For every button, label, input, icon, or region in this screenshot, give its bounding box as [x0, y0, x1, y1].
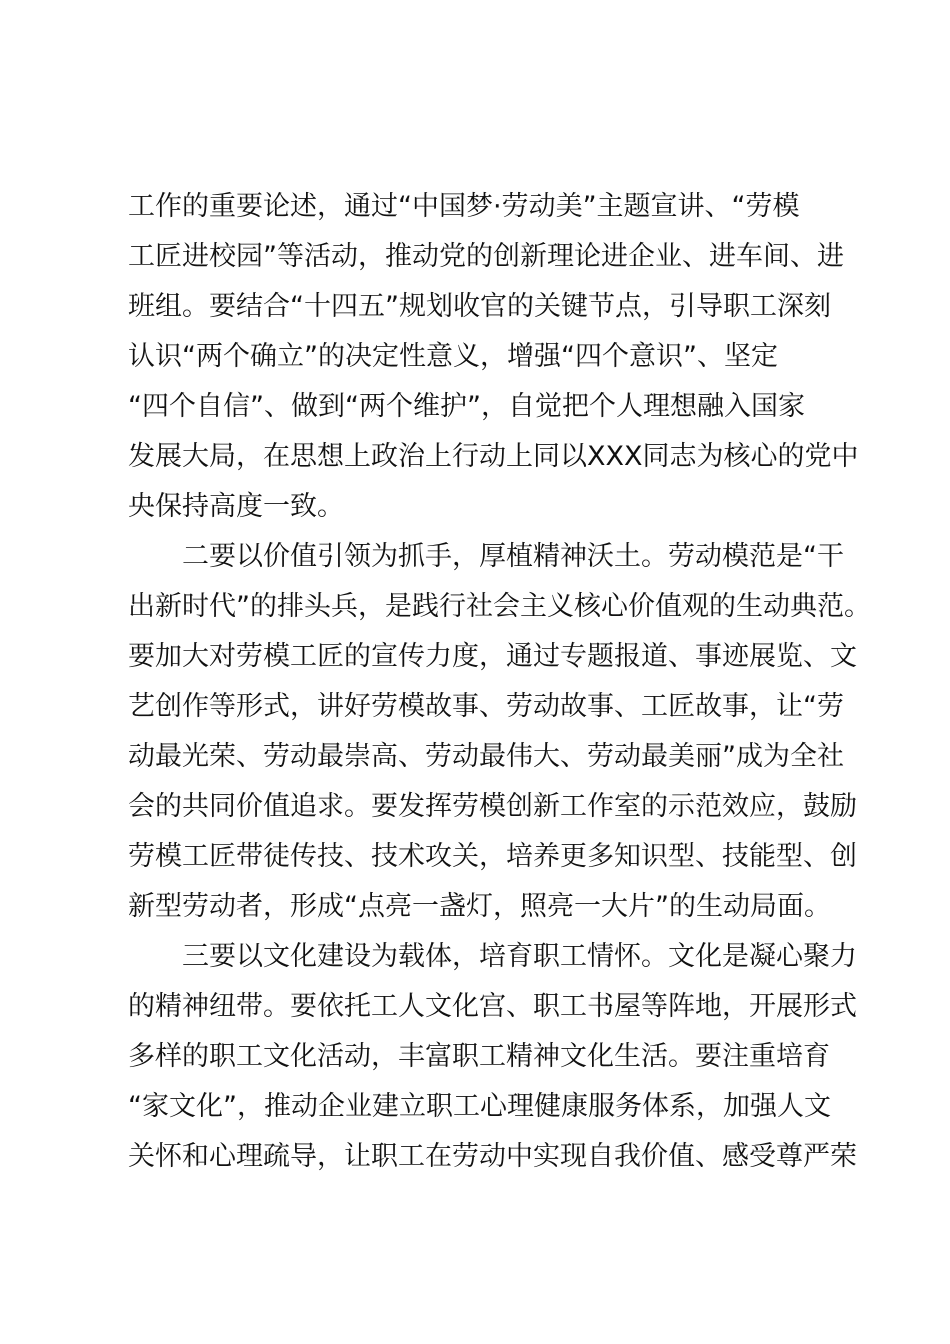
text-line-13: 会的共同价值追求。要发挥劳模创新工作室的示范效应，鼓励: [128, 791, 857, 822]
text-line-2: 工匠进校园”等活动，推动党的创新理论进企业、进车间、进: [128, 241, 844, 272]
text-line-20: 关怀和心理疏导，让职工在劳动中实现自我价值、感受尊严荣: [128, 1141, 857, 1172]
text-line-12: 动最光荣、劳动最崇高、劳动最伟大、劳动最美丽”成为全社: [128, 741, 844, 772]
text-line-15: 新型劳动者，形成“点亮一盏灯，照亮一大片”的生动局面。: [128, 891, 831, 922]
text-line-14: 劳模工匠带徒传技、技术攻关，培养更多知识型、技能型、创: [128, 841, 857, 872]
paragraph-start-line-16: 三要以文化建设为载体，培育职工情怀。文化是凝心聚力: [182, 941, 857, 972]
text-line-19: “家文化”，推动企业建立职工心理健康服务体系，加强人文: [128, 1091, 831, 1122]
text-line-1: 工作的重要论述，通过“中国梦·劳动美”主题宣讲、“劳模: [128, 191, 800, 222]
text-line-3: 班组。要结合“十四五”规划收官的关键节点，引导职工深刻: [128, 291, 831, 322]
text-line-5: “四个自信”、做到“两个维护”，自觉把个人理想融入国家: [128, 391, 805, 422]
paragraph-start-line-8: 二要以价值引领为抓手，厚植精神沃土。劳动模范是“干: [182, 541, 844, 572]
text-line-18: 多样的职工文化活动，丰富职工精神文化生活。要注重培育: [128, 1041, 830, 1072]
text-line-6: 发展大局，在思想上政治上行动上同以XXX同志为核心的党中: [128, 441, 859, 472]
text-line-17: 的精神纽带。要依托工人文化宫、职工书屋等阵地，开展形式: [128, 991, 857, 1022]
text-line-4: 认识“两个确立”的决定性意义，增强“四个意识”、坚定: [128, 341, 778, 372]
text-line-9: 出新时代”的排头兵，是践行社会主义核心价值观的生动典范。: [128, 591, 871, 622]
body-text: [128, 182, 871, 1182]
text-line-10: 要加大对劳模工匠的宣传力度，通过专题报道、事迹展览、文: [128, 641, 857, 672]
text-line-11: 艺创作等形式，讲好劳模故事、劳动故事、工匠故事，让“劳: [128, 691, 844, 722]
text-line-7: 央保持高度一致。: [128, 491, 344, 522]
